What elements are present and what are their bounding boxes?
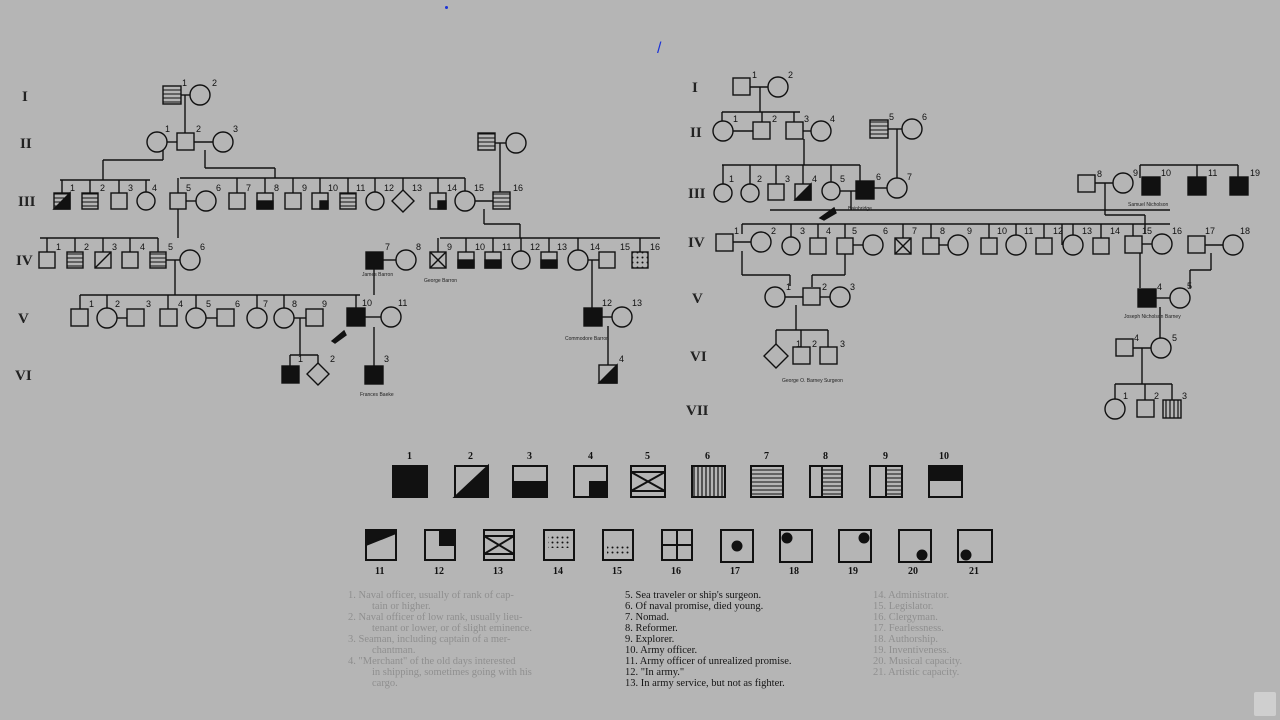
svg-text:7: 7 <box>764 451 769 462</box>
svg-text:16: 16 <box>513 183 524 193</box>
left-generation-labels <box>15 89 36 384</box>
svg-text:3: 3 <box>112 242 118 252</box>
svg-text:4: 4 <box>1157 282 1163 292</box>
gen-label: IV <box>16 253 33 269</box>
svg-text:1: 1 <box>796 339 802 349</box>
svg-text:3: 3 <box>785 174 791 184</box>
key-line: 20. Musical capacity. <box>873 656 963 667</box>
gen-label: VI <box>15 368 32 384</box>
svg-text:2: 2 <box>772 114 778 124</box>
svg-text:16: 16 <box>671 566 681 577</box>
gen-label: III <box>688 186 706 202</box>
svg-text:9: 9 <box>883 451 888 462</box>
svg-text:16: 16 <box>650 242 661 252</box>
key-line: 16. Clergyman. <box>873 612 938 623</box>
legend-row-1 <box>393 466 962 497</box>
svg-text:7: 7 <box>246 183 252 193</box>
pen-mark: / <box>657 40 662 57</box>
svg-text:2: 2 <box>330 354 336 364</box>
svg-text:4: 4 <box>140 242 146 252</box>
key-line: 4. "Merchant" of the old days interested <box>348 656 516 667</box>
svg-text:4: 4 <box>178 299 184 309</box>
svg-text:1: 1 <box>752 70 758 80</box>
key-line: 7. Nomad. <box>625 612 670 623</box>
caption: Commodore Barron <box>565 336 609 342</box>
svg-text:20: 20 <box>908 566 918 577</box>
svg-text:1: 1 <box>407 451 412 462</box>
svg-text:6: 6 <box>235 299 241 309</box>
key-line: 8. Reformer. <box>625 623 678 634</box>
svg-text:4: 4 <box>830 114 836 124</box>
svg-text:1: 1 <box>734 226 740 236</box>
svg-text:6: 6 <box>922 112 928 122</box>
caption: Joseph Nicholson Barney <box>1124 314 1181 320</box>
svg-text:11: 11 <box>398 298 408 308</box>
svg-text:18: 18 <box>789 566 799 577</box>
svg-text:1: 1 <box>56 242 62 252</box>
svg-text:13: 13 <box>412 183 423 193</box>
svg-text:12: 12 <box>602 298 613 308</box>
svg-text:3: 3 <box>804 114 810 124</box>
svg-text:2: 2 <box>196 124 202 134</box>
svg-text:1: 1 <box>182 78 188 88</box>
svg-text:9: 9 <box>322 299 328 309</box>
svg-text:3: 3 <box>840 339 846 349</box>
svg-text:2: 2 <box>100 183 106 193</box>
svg-text:12: 12 <box>434 566 444 577</box>
svg-text:6: 6 <box>705 451 710 462</box>
svg-text:12: 12 <box>530 242 541 252</box>
svg-text:10: 10 <box>939 451 949 462</box>
svg-text:4: 4 <box>812 174 818 184</box>
svg-text:3: 3 <box>384 354 390 364</box>
svg-text:18: 18 <box>1240 226 1251 236</box>
svg-text:1: 1 <box>786 282 792 292</box>
key-line: tain or higher. <box>372 601 431 612</box>
caption: Bainbridge <box>848 206 872 212</box>
svg-text:19: 19 <box>848 566 858 577</box>
svg-text:15: 15 <box>1142 226 1153 236</box>
svg-text:11: 11 <box>502 242 512 252</box>
svg-text:5: 5 <box>889 112 895 122</box>
svg-text:13: 13 <box>557 242 568 252</box>
key-line: 13. In army service, but not as fighter. <box>625 678 785 689</box>
svg-text:17: 17 <box>730 566 740 577</box>
caption: Samuel Nicholson <box>1128 202 1169 208</box>
gen-label: II <box>690 125 702 141</box>
key-line: 21. Artistic capacity. <box>873 667 960 678</box>
key-line: cargo. <box>372 678 398 689</box>
key-line: 19. Inventiveness. <box>873 645 950 656</box>
svg-text:3: 3 <box>146 299 152 309</box>
svg-text:4: 4 <box>588 451 593 462</box>
key-line: 11. Army officer of unrealized promise. <box>625 656 792 667</box>
caption: James Barron <box>362 272 394 278</box>
key-line: 15. Legislator. <box>873 601 934 612</box>
svg-text:3: 3 <box>1182 391 1188 401</box>
svg-text:8: 8 <box>292 299 298 309</box>
svg-text:6: 6 <box>216 183 222 193</box>
caption: George O. Barney Surgeon <box>782 378 843 384</box>
key-line: 9. Explorer. <box>625 634 675 645</box>
svg-text:5: 5 <box>168 242 174 252</box>
svg-text:3: 3 <box>233 124 239 134</box>
svg-text:9: 9 <box>1133 168 1139 178</box>
svg-text:14: 14 <box>1110 226 1121 236</box>
key-column-3 <box>873 590 962 678</box>
svg-text:14: 14 <box>447 183 458 193</box>
svg-text:7: 7 <box>263 299 269 309</box>
svg-text:13: 13 <box>1082 226 1093 236</box>
svg-text:6: 6 <box>883 226 889 236</box>
svg-text:1: 1 <box>165 124 171 134</box>
svg-text:8: 8 <box>823 451 828 462</box>
svg-text:4: 4 <box>152 183 158 193</box>
svg-text:9: 9 <box>967 226 973 236</box>
svg-text:2: 2 <box>788 70 794 80</box>
svg-text:2: 2 <box>84 242 90 252</box>
svg-text:5: 5 <box>852 226 858 236</box>
svg-text:14: 14 <box>590 242 601 252</box>
svg-text:5: 5 <box>1172 333 1178 343</box>
corner-widget[interactable] <box>1254 692 1276 716</box>
svg-text:11: 11 <box>375 566 385 577</box>
svg-text:5: 5 <box>645 451 650 462</box>
right-pedigree-numbers <box>729 70 1260 401</box>
svg-text:10: 10 <box>362 298 373 308</box>
gen-label: III <box>18 194 36 210</box>
key-column-2 <box>625 590 792 689</box>
svg-text:10: 10 <box>328 183 339 193</box>
key-line: tenant or lower, or of slight eminence. <box>372 623 532 634</box>
svg-text:21: 21 <box>969 566 979 577</box>
gen-label: V <box>18 311 29 327</box>
svg-text:5: 5 <box>206 299 212 309</box>
svg-text:8: 8 <box>416 242 422 252</box>
right-generation-labels <box>686 80 709 419</box>
svg-text:1: 1 <box>733 114 739 124</box>
svg-text:15: 15 <box>620 242 631 252</box>
gen-label: I <box>692 80 698 96</box>
key-line: 2. Naval officer of low rank, usually lieu- <box>348 612 523 623</box>
svg-text:12: 12 <box>1053 226 1064 236</box>
svg-text:1: 1 <box>729 174 735 184</box>
svg-text:4: 4 <box>1134 333 1140 343</box>
svg-text:2: 2 <box>468 451 473 462</box>
svg-text:7: 7 <box>385 242 391 252</box>
svg-text:2: 2 <box>212 78 218 88</box>
key-line: 14. Administrator. <box>873 590 950 601</box>
key-line: 10. Army officer. <box>625 645 698 656</box>
svg-text:8: 8 <box>1097 169 1103 179</box>
svg-text:3: 3 <box>850 282 856 292</box>
svg-text:2: 2 <box>115 299 121 309</box>
svg-text:6: 6 <box>876 172 882 182</box>
svg-text:4: 4 <box>619 354 625 364</box>
gen-label: V <box>692 291 703 307</box>
svg-text:10: 10 <box>1161 168 1172 178</box>
svg-text:1: 1 <box>70 183 76 193</box>
gen-label: I <box>22 89 28 105</box>
svg-text:2: 2 <box>1154 391 1160 401</box>
svg-text:9: 9 <box>447 242 453 252</box>
key-line: 12. "In army." <box>625 667 685 678</box>
key-line: 5. Sea traveler or ship's surgeon. <box>625 590 762 601</box>
svg-text:16: 16 <box>1172 226 1183 236</box>
svg-text:15: 15 <box>474 183 485 193</box>
key-line: 1. Naval officer, usually of rank of cap- <box>348 590 514 601</box>
svg-text:17: 17 <box>1205 226 1216 236</box>
key-line: 18. Authorship. <box>873 634 939 645</box>
svg-text:6: 6 <box>200 242 206 252</box>
legend-row-2 <box>366 530 992 562</box>
svg-text:11: 11 <box>1208 168 1218 178</box>
right-pedigree <box>713 77 1251 419</box>
svg-text:9: 9 <box>302 183 308 193</box>
key-line: chantman. <box>372 645 416 656</box>
svg-text:3: 3 <box>128 183 134 193</box>
svg-text:7: 7 <box>912 226 918 236</box>
svg-text:3: 3 <box>527 451 532 462</box>
caption: George Barron <box>424 278 458 284</box>
svg-text:10: 10 <box>997 226 1008 236</box>
svg-text:15: 15 <box>612 566 622 577</box>
svg-text:1: 1 <box>89 299 95 309</box>
svg-text:2: 2 <box>812 339 818 349</box>
svg-text:5: 5 <box>840 174 846 184</box>
svg-text:10: 10 <box>475 242 486 252</box>
gen-label: VI <box>690 349 707 365</box>
svg-text:1: 1 <box>298 354 304 364</box>
svg-text:1: 1 <box>1123 391 1129 401</box>
svg-text:3: 3 <box>800 226 806 236</box>
key-column-1 <box>348 590 532 689</box>
key-line: 3. Seaman, including captain of a mer- <box>348 634 511 645</box>
gen-label: IV <box>688 235 705 251</box>
caption: Frances Baeke <box>360 392 394 398</box>
svg-text:19: 19 <box>1250 168 1261 178</box>
svg-text:2: 2 <box>771 226 777 236</box>
key-line: 6. Of naval promise, died young. <box>625 601 764 612</box>
svg-text:2: 2 <box>822 282 828 292</box>
key-line: 17. Fearlessness. <box>873 623 944 634</box>
svg-text:8: 8 <box>274 183 280 193</box>
svg-text:14: 14 <box>553 566 563 577</box>
svg-text:11: 11 <box>356 183 366 193</box>
svg-text:2: 2 <box>757 174 763 184</box>
svg-text:4: 4 <box>826 226 832 236</box>
svg-text:7: 7 <box>907 172 913 182</box>
svg-text:8: 8 <box>940 226 946 236</box>
svg-text:13: 13 <box>632 298 643 308</box>
gen-label: VII <box>686 403 709 419</box>
svg-text:11: 11 <box>1024 226 1034 236</box>
svg-text:5: 5 <box>1187 281 1193 291</box>
svg-text:12: 12 <box>384 183 395 193</box>
svg-text:5: 5 <box>186 183 192 193</box>
key-line: in shipping, sometimes going with his <box>372 667 532 678</box>
gen-label: II <box>20 136 32 152</box>
svg-text:13: 13 <box>493 566 503 577</box>
